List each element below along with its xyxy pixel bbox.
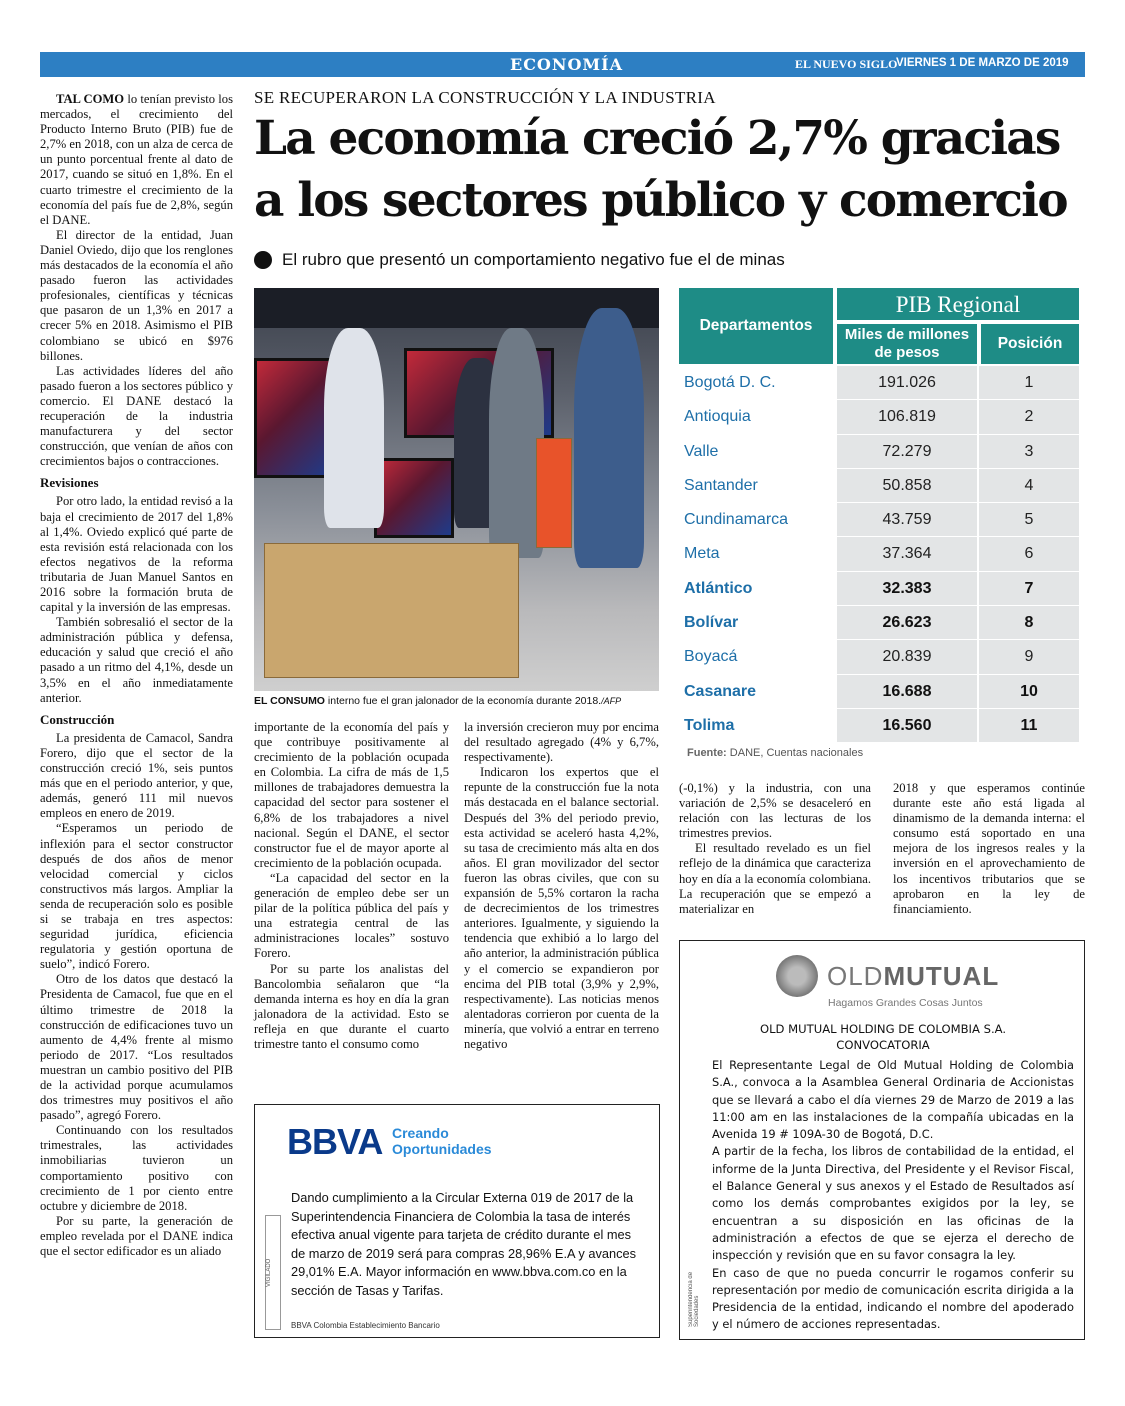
page-number: 7B bbox=[1094, 54, 1116, 73]
paragraph: importante de la economía del país y que contribuye positivamente al crecimiento de la población ocupada en Colombia. La cifra de más de 1,5 millones de trabajadores demuestra la capacidad del sector para sostener el 6,8% de los trabajadores a nivel nacional. Según el DANE, el sector constructor fue el de mayor aporte al crecimiento de la población ocupada. bbox=[254, 720, 449, 870]
paragraph: Por su parte, la generación de empleo revelada por el DANE indica que el sector edificador es un aliado bbox=[40, 1213, 233, 1259]
paragraph: A partir de la fecha, los libros de contabilidad de la entidad, el informe de la Junta Directiva, del Presidente y el Revisor Fiscal, el Balance General y sus anexos y el Estado de Resultados así como los demás comprobantes exigidos por la ley, se encuentran a su disposición en las oficinas de la administración a efectos de que se ejerza el derecho de inspección y revisión que en su favor consagra la ley. bbox=[712, 1144, 1074, 1263]
paragraph: 2018 y que esperamos continúe durante este año está ligada al dinamismo de la demanda interna: el consumo está soportado en una mejora de los ingresos reales y la inversión en el aprovechamiento de los incentivos tributarios que se aprobaron en la ley de financiamiento. bbox=[893, 781, 1085, 916]
table-row: Atlántico 32.383 7 bbox=[679, 572, 1079, 606]
paragraph: El director de la entidad, Juan Daniel Oviedo, dijo que los renglones más destacados de la economía el año pasado fueron las actividades profesionales, científicas y técnicas que pasaron de un 1,3% en 2017 a crecer 5% en 2018. Asimismo el PIB colombiano se ubicó en $976 billones. bbox=[40, 227, 233, 363]
table-row: Casanare 16.688 10 bbox=[679, 675, 1079, 709]
table-row: Cundinamarca 43.759 5 bbox=[679, 503, 1079, 537]
photo-credit: /AFP bbox=[601, 696, 622, 706]
article-subhead bbox=[254, 250, 785, 270]
paragraph: Otro de los datos que destacó la Presidenta de Camacol, fue que en el último trimestre de 2018 la construcción de edificaciones tuvo un aumento de 4,4% frente al mismo periodo de 2017. “Los resultados muestran un cambio positivo del PIB de la actividad porque acumulamos dos trimestres muy positivos el año pasado”, agregó Forero. bbox=[40, 972, 233, 1123]
paragraph: También sobresalió el sector de la administración pública y defensa, educación y salud que creció el año pasado a un ritmo del 4,1%, desde un 3,5% en el año inmediatamente anterior. bbox=[40, 615, 233, 705]
table-row: Antioquia 106.819 2 bbox=[679, 400, 1079, 434]
table-source: Fuente: DANE, Cuentas nacionales bbox=[687, 747, 864, 759]
article-column-1 bbox=[40, 92, 233, 1259]
supersociedades-seal: Superintendencia de Sociedades bbox=[688, 1271, 700, 1327]
article-column-4 bbox=[679, 781, 871, 917]
bbva-advertisement bbox=[254, 1104, 660, 1338]
table-row: Valle 72.279 3 bbox=[679, 435, 1079, 469]
tv-box bbox=[536, 438, 572, 548]
shopper-figure bbox=[324, 328, 384, 528]
table-body bbox=[679, 366, 1079, 743]
article-headline: La economía creció 2,7% gracias a los sectores público y comercio bbox=[254, 111, 1067, 228]
paragraph: El Representante Legal de Old Mutual Holding de Colombia S.A., convoca a la Asamblea General Ordinaria de Accionistas que se llevará a cabo el día viernes 29 de Marzo de 2019 a las 11:00 am en las instalaciones de la compañía ubicadas en la Avenida 19 # 109A-30 de Bogotá, D.C. bbox=[712, 1058, 1074, 1142]
section-header-bar bbox=[40, 52, 1116, 77]
header-departamentos: Departamentos bbox=[679, 288, 835, 364]
paragraph: (-0,1%) y la industria, con una variación de 2,5% se desaceleró en relación con las lecturas de los trimestres previos. bbox=[679, 781, 871, 841]
table-title: PIB Regional bbox=[837, 288, 1079, 322]
paragraph: Indicaron los expertos que el repunte de la construcción fue la nota más destacada en el balance sectorial. Después del 3% del periodo previo, esta actividad se aceleró hasta 4,2%, su tasa de crecimiento más alta en dos años. El gran movilizador del sector fueron las obras civiles, que con su expansión de 5,5% cortaron la racha de decrecimientos de los trimestres anteriores. Igualmente, y siguiendo la tendencia que exhibió a lo largo del año anterior, la administración pública y el comercio se expandieron por encima del PIB total (3,9% y 2,9%, respectivamente). Las noticias menos alentadoras corrieron por cuenta de la minería, que volvió a entrar en terreno negativo bbox=[464, 765, 659, 1051]
header-posicion: Posición bbox=[981, 324, 1079, 364]
subhead-text: El rubro que presentó un comportamiento negativo fue el de minas bbox=[282, 250, 785, 269]
oldmutual-title: OLD MUTUAL HOLDING DE COLOMBIA S.A. CONVOCATORIA bbox=[759, 1022, 1007, 1052]
subheading-revisiones: Revisiones bbox=[40, 475, 99, 491]
bbva-logo: BBVA bbox=[287, 1121, 383, 1162]
table-row: Meta 37.364 6 bbox=[679, 537, 1079, 571]
article-kicker: SE RECUPERARON LA CONSTRUCCIÓN Y LA INDUSTRIA bbox=[254, 88, 716, 107]
paragraph: la inversión crecieron muy por encima del resultado agregado (4% y 6,7%, respectivamente). bbox=[464, 720, 659, 765]
oldmutual-slogan: Hagamos Grandes Cosas Juntos bbox=[828, 997, 983, 1009]
newspaper-name: EL NUEVO SIGLO bbox=[795, 57, 898, 71]
lead-words: TAL COMO bbox=[56, 92, 125, 106]
subheading-construccion: Construcción bbox=[40, 711, 115, 727]
paragraph: En caso de que no pueda concurrir le rogamos conferir su representación por medio de comunicación escrita dirigida a la Presidencia de la entidad, indicando el nombre del apoderado y el número de acciones representadas. bbox=[712, 1265, 1074, 1332]
bullet-icon bbox=[254, 251, 272, 269]
article-column-3 bbox=[464, 720, 659, 1052]
paragraph: La presidenta de Camacol, Sandra Forero, dijo que el sector de la construcción creció 1%, seis puntos más que en el periodo anterior, y que, además, generó 111 mil nuevos empleos en enero de 2019. bbox=[40, 730, 233, 821]
vigilado-seal: VIGILADO bbox=[265, 1215, 281, 1330]
paragraph: Por otro lado, la entidad revisó a la baja el crecimiento de 2017 del 1,8% al 1,4%. Oviedo explicó qué parte de esta revisión está relacionada con los efectos negativos de la reforma tributaria de Juan Manuel Santos en 2016 sobre la formación bruta de capital y la inversión de las empresas. bbox=[40, 494, 233, 615]
oldmutual-body bbox=[712, 1057, 1074, 1334]
tv-display bbox=[254, 358, 334, 478]
table-row: Bogotá D. C. 191.026 1 bbox=[679, 366, 1079, 400]
header-miles: Miles de millones de pesos bbox=[837, 324, 979, 364]
bbva-notice-text: Dando cumplimiento a la Circular Externa 019 de 2017 de la Superintendencia Financiera de Colombia la tasa de interés efectiva anual vigente para tarjeta de crédito durante el mes de marzo de 2019 será para compras 28,96% E.A y avances 29,01% E.A. Mayor información en www.bbva.com.co en la sección de Tasas y Tarifas. bbox=[291, 1190, 637, 1298]
photo-caption: EL CONSUMO interno fue el gran jalonador de la economía durante 2018./AFP bbox=[254, 695, 622, 707]
table-row: Tolima 16.560 11 bbox=[679, 709, 1079, 743]
oldmutual-emblem-icon bbox=[776, 955, 818, 997]
bbva-tagline: Creando Oportunidades bbox=[392, 1125, 492, 1157]
issue-date: VIERNES 1 DE MARZO DE 2019 bbox=[896, 57, 1069, 69]
article-photo bbox=[254, 288, 659, 691]
shopper-figure bbox=[574, 308, 644, 568]
tv-box bbox=[264, 543, 519, 678]
tv-display bbox=[374, 458, 454, 538]
article-column-5 bbox=[893, 781, 1085, 917]
table-row: Bolívar 26.623 8 bbox=[679, 606, 1079, 640]
table-row: Boyacá 20.839 9 bbox=[679, 640, 1079, 674]
oldmutual-logo: OLDMUTUAL bbox=[827, 961, 1000, 991]
oldmutual-advertisement bbox=[679, 940, 1085, 1340]
bbva-footer: BBVA Colombia Establecimiento Bancario bbox=[291, 1321, 440, 1330]
paragraph: Continuando con los resultados trimestrales, las actividades inmobiliarias tuvieron un comportamiento positivo con crecimiento de 1 por ciento entre octubre y diciembre de 2018. bbox=[40, 1123, 233, 1213]
paragraph: TAL COMO lo tenían previsto los mercados, el crecimiento del Producto Interno Bruto (PIB) fue de 2,7% en 2018, con un alza de cerca de un punto porcentual frente al dato de 2017, cuando se situó en 1,8%. En el cuarto trimestre el crecimiento de la economía del país fue de 2,8%, según el DANE. bbox=[40, 92, 234, 227]
section-name: ECONOMÍA bbox=[510, 55, 624, 74]
paragraph: El resultado revelado es un fiel reflejo de la dinámica que caracteriza hoy en día a la economía colombiana. La recuperación que se empezó a materializar en bbox=[679, 841, 871, 916]
article-column-2 bbox=[254, 720, 449, 1052]
paragraph: Las actividades líderes del año pasado fueron a los sectores público y comercio. El DANE destacó la recuperación de la industria manufacturera y del sector construcción, que venían de años con crecimientos bajos o contracciones. bbox=[40, 363, 233, 469]
paragraph: “La capacidad del sector en la generación de empleo debe ser un pilar de la política pública del país y una estrategia central de las administraciones locales” sostuvo Forero. bbox=[254, 870, 449, 961]
paragraph: Por su parte los analistas del Bancolombia señalaron que “la demanda interna es hoy en día la gran jalonadora de la actividad. Esto se refleja en que durante el cuarto trimestre tanto el consumo como bbox=[254, 961, 449, 1051]
paragraph: “Esperamos un periodo de inflexión para el sector constructor después de dos años de menor velocidad comercial y ciclos constructivos más largos. Ampliar la senda de recuperación solo es posible si se trabaja en tres aspectos: seguridad jurídica, eficiencia regulatoria y gestión oportuna de suelo”, indicó Forero. bbox=[40, 821, 233, 972]
table-row: Santander 50.858 4 bbox=[679, 469, 1079, 503]
